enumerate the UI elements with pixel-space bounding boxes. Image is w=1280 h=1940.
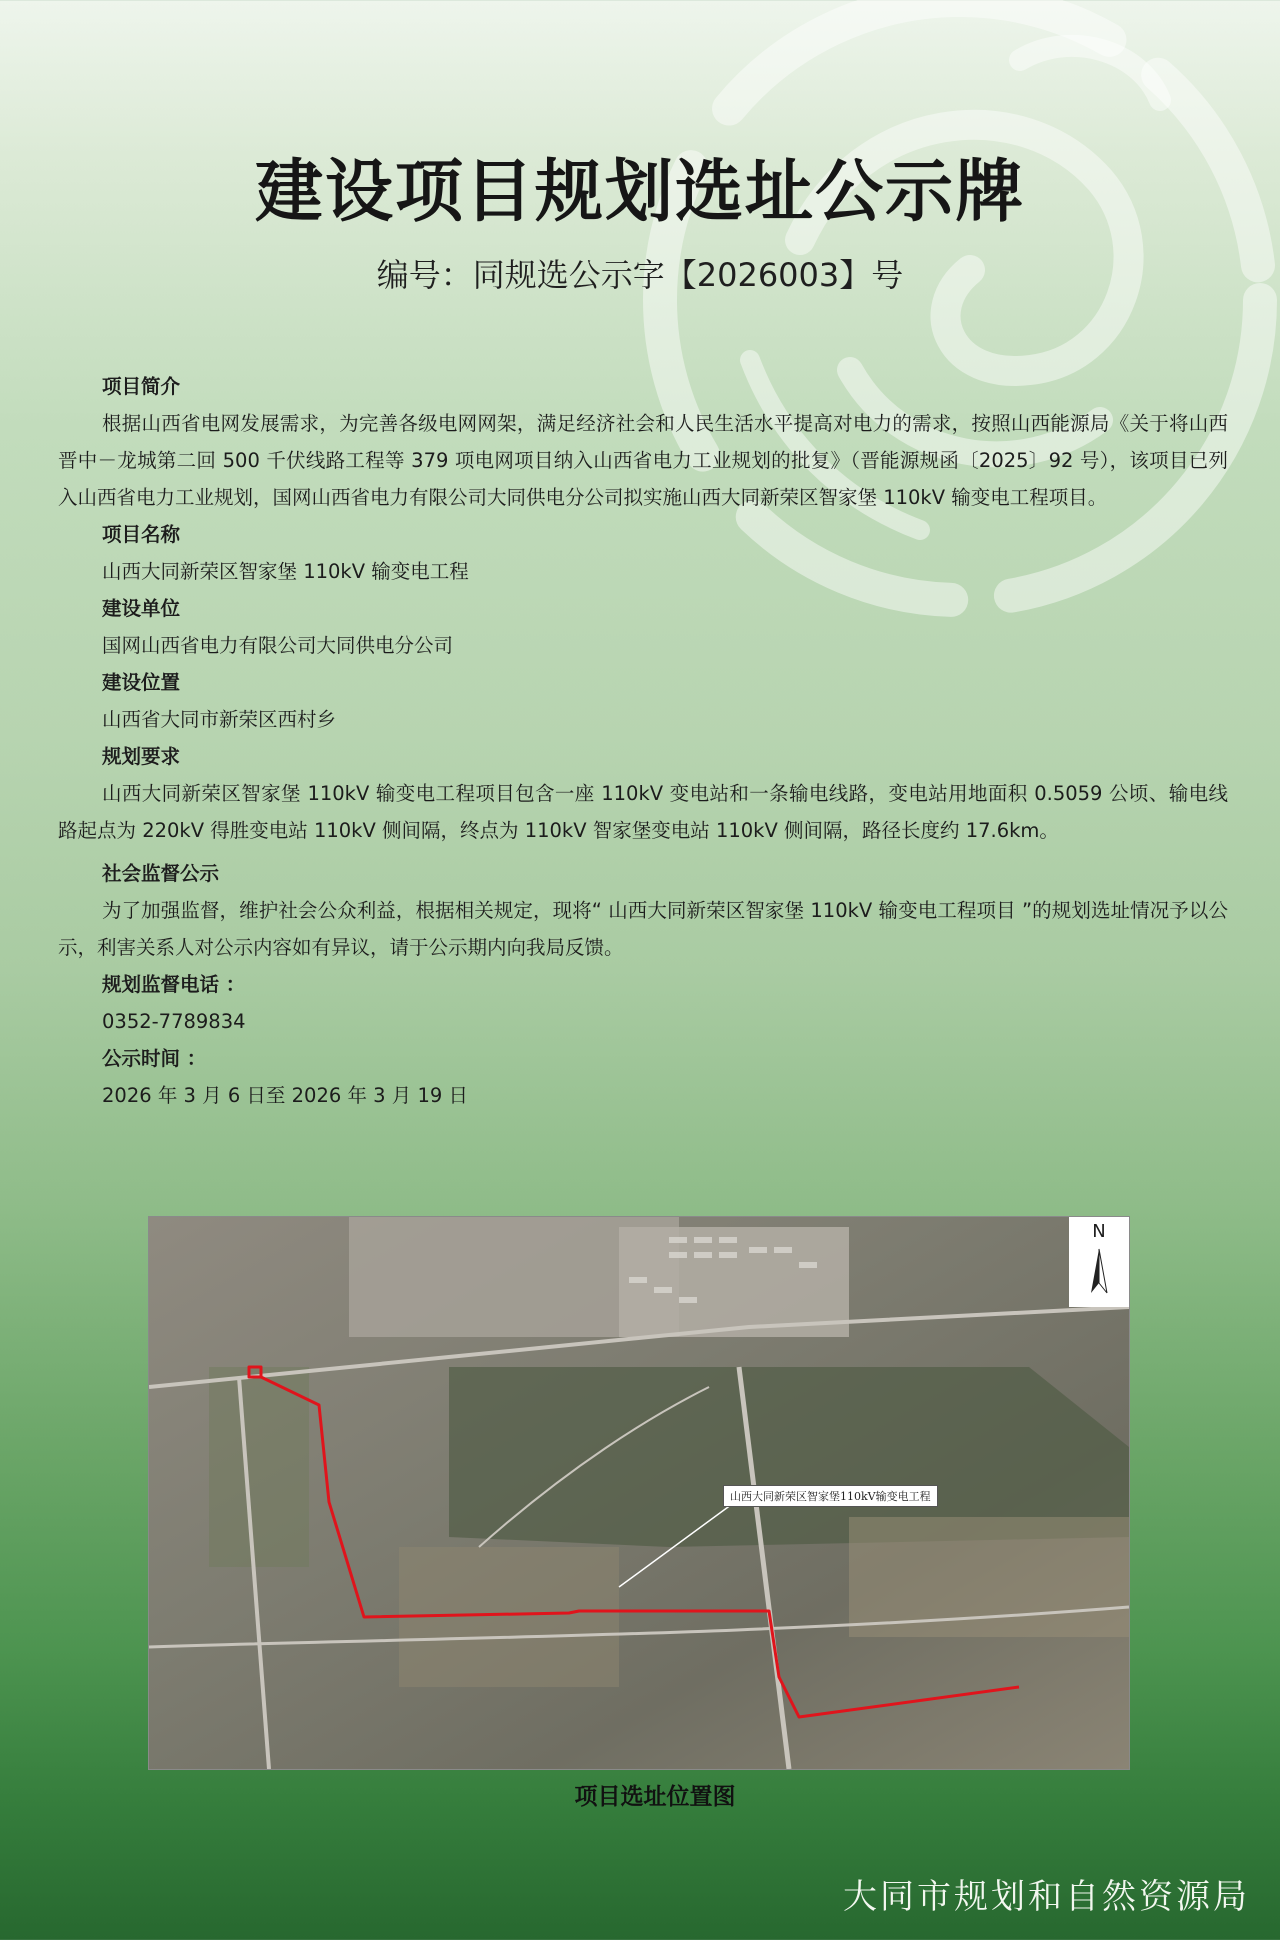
section-heading-phone: 规划监督电话 ： bbox=[102, 973, 246, 996]
section-heading-location: 建设位置 bbox=[102, 671, 181, 694]
satellite-map-image bbox=[149, 1217, 1129, 1769]
section-heading-requirement: 规划要求 bbox=[102, 745, 181, 768]
north-arrow-icon bbox=[1069, 1217, 1129, 1307]
document-number: 编号：同规选公示字【2026003】号 bbox=[376, 256, 904, 294]
requirement-text: 山西大同新荣区智家堡 110kV 输变电工程项目包含一座 110kV 变电站和一条输电线路，变电站用地面积 0.5059 公顷、输电线路起点为 220kV 得胜变电站 110kV 侧间隔，终点为 110kV 智家堡变电站 110kV 侧间隔，路径长度约 17.6km。 bbox=[58, 782, 1228, 842]
page-title: 建设项目规划选址公示牌 bbox=[254, 153, 1025, 232]
notice-content bbox=[58, 368, 1228, 1114]
section-heading-intro: 项目简介 bbox=[102, 375, 181, 398]
section-heading-supervision: 社会监督公示 bbox=[102, 862, 220, 885]
project-map-label: 山西大同新荣区智家堡110kV输变电工程 bbox=[723, 1485, 938, 1507]
notice-period: 2026 年 3 月 6 日至 2026 年 3 月 19 日 bbox=[102, 1084, 468, 1107]
intro-text: 根据山西省电网发展需求，为完善各级电网网架，满足经济社会和人民生活水平提高对电力的需求，按照山西能源局《关于将山西晋中－龙城第二回 500 千伏线路工程等 379 项电网项目纳入山西省电力工业规划的批复》（晋能源规函〔2025〕92 号），该项目已列入山西省电力工业规划，国网山西省电力有限公司大同供电分公司拟实施山西大同新荣区智家堡 110kV 输变电工程项目。 bbox=[58, 412, 1228, 509]
phone-number: 0352-7789834 bbox=[102, 1010, 246, 1033]
section-heading-unit: 建设单位 bbox=[102, 597, 181, 620]
map-caption: 项目选址位置图 bbox=[574, 1784, 736, 1810]
north-arrow-label: N bbox=[1092, 1221, 1106, 1242]
supervision-text: 为了加强监督，维护社会公众利益，根据相关规定，现将“ 山西大同新荣区智家堡 110kV 输变电工程项目 ”的规划选址情况予以公示，利害关系人对公示内容如有异议，请于公示期内向我局反馈。 bbox=[58, 899, 1228, 959]
section-heading-name: 项目名称 bbox=[102, 523, 181, 546]
site-location-map bbox=[148, 1216, 1130, 1770]
construction-unit-text: 国网山西省电力有限公司大同供电分公司 bbox=[102, 634, 454, 657]
project-name-text: 山西大同新荣区智家堡 110kV 输变电工程 bbox=[102, 560, 469, 583]
north-arrow bbox=[1069, 1217, 1129, 1307]
issuing-authority: 大同市规划和自然资源局 bbox=[843, 1877, 1250, 1917]
location-text: 山西省大同市新荣区西村乡 bbox=[102, 708, 337, 731]
section-heading-time: 公示时间 ： bbox=[102, 1047, 207, 1070]
